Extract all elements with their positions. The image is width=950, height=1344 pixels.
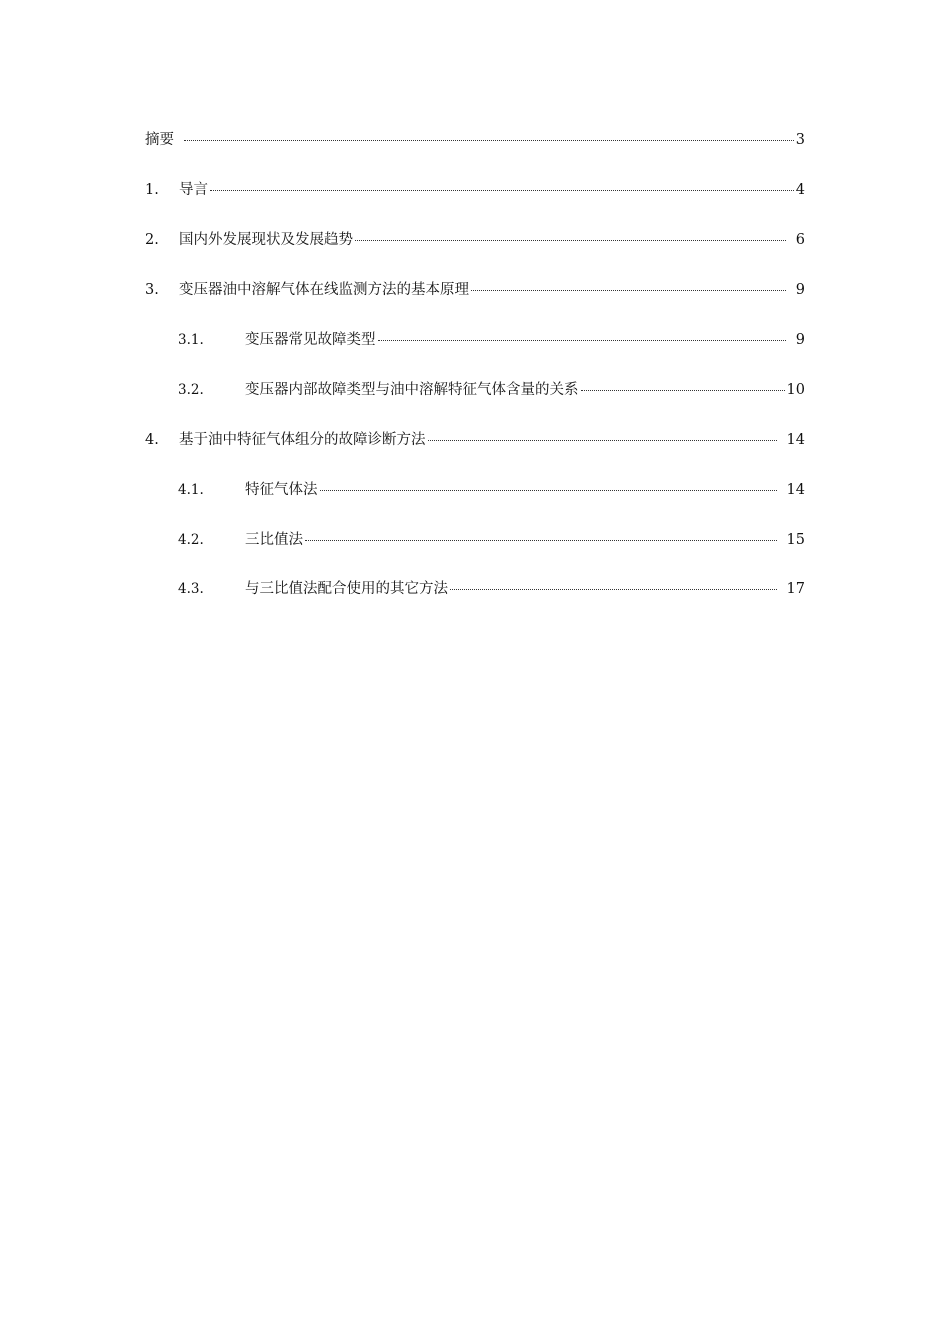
toc-entry-3[interactable] (145, 279, 805, 301)
toc-entry-page: 14 (786, 432, 805, 448)
toc-entry-title: 变压器油中溶解气体在线监测方法的基本原理 (179, 282, 469, 298)
toc-entry-number: 4. (145, 432, 159, 448)
toc-entry-title: 特征气体法 (245, 482, 318, 498)
toc-entry-title: 导言 (179, 182, 208, 198)
toc-entry-page: 6 (795, 232, 805, 248)
toc-dot-leader (450, 575, 777, 590)
toc-entry-title: 变压器常见故障类型 (245, 332, 376, 348)
toc-dot-leader (428, 426, 777, 441)
toc-entry-page: 10 (786, 382, 805, 398)
toc-entry-page: 9 (795, 332, 805, 348)
toc-entry-abstract[interactable] (145, 129, 805, 151)
toc-dot-leader (581, 376, 785, 391)
toc-entry-title: 三比值法 (245, 532, 303, 548)
toc-entry-4-2[interactable] (178, 529, 805, 551)
toc-entry-4-1[interactable] (178, 479, 805, 501)
toc-entry-title: 变压器内部故障类型与油中溶解特征气体含量的关系 (245, 382, 579, 398)
toc-dot-leader (355, 226, 786, 241)
toc-dot-leader (471, 276, 786, 291)
toc-entry-number: 4.2. (178, 532, 204, 548)
toc-entry-title: 国内外发展现状及发展趋势 (179, 232, 353, 248)
toc-entry-page: 17 (786, 581, 805, 597)
toc-dot-leader (305, 526, 777, 541)
toc-entry-title: 摘要 (145, 132, 174, 148)
toc-dot-leader (210, 176, 794, 191)
toc-entry-page: 4 (795, 182, 805, 198)
toc-entry-number: 1. (145, 182, 159, 198)
toc-entry-1[interactable] (145, 179, 805, 201)
toc-entry-number: 4.1. (178, 482, 204, 498)
toc-entry-2[interactable] (145, 229, 805, 251)
toc-dot-leader (184, 126, 794, 141)
toc-entry-title: 基于油中特征气体组分的故障诊断方法 (179, 432, 426, 448)
toc-entry-4-3[interactable] (178, 578, 805, 600)
toc-dot-leader (320, 476, 777, 491)
toc-entry-number: 4.3. (178, 581, 204, 597)
toc-entry-page: 9 (795, 282, 805, 298)
toc-entry-title: 与三比值法配合使用的其它方法 (245, 581, 448, 597)
toc-entry-page: 14 (786, 482, 805, 498)
toc-entry-page: 15 (786, 532, 805, 548)
toc-entry-3-1[interactable] (178, 329, 805, 351)
toc-entry-number: 3.2. (178, 382, 204, 398)
toc-entry-number: 2. (145, 232, 159, 248)
toc-entry-page: 3 (795, 132, 805, 148)
toc-entry-4[interactable] (145, 429, 805, 451)
toc-dot-leader (378, 326, 786, 341)
toc-entry-3-2[interactable] (178, 379, 805, 401)
toc-entry-number: 3.1. (178, 332, 204, 348)
toc-entry-number: 3. (145, 282, 159, 298)
